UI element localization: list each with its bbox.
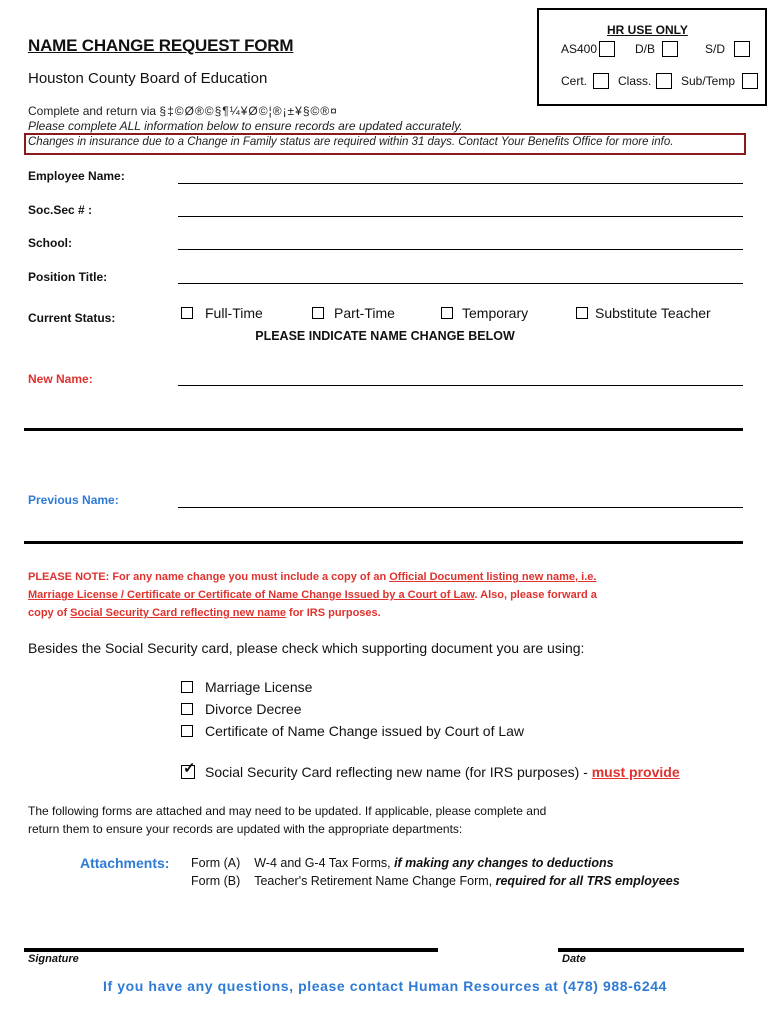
return-instruction [28, 104, 338, 118]
signature-label: Signature [28, 953, 79, 965]
hr-sd-checkbox[interactable] [734, 41, 750, 57]
date-label: Date [562, 953, 586, 965]
marriage-license-checkbox[interactable] [181, 681, 193, 693]
substitute-teacher-checkbox[interactable] [576, 307, 588, 319]
contact-footer: If you have any questions, please contact Human Resources at (478) 988-6244 [103, 978, 667, 994]
hr-db-checkbox[interactable] [662, 41, 678, 57]
form-b-code: Form (B) [191, 874, 241, 888]
temporary-label: Temporary [462, 305, 529, 321]
hr-subtemp-label: Sub/Temp [681, 74, 736, 88]
please-note-line2-text: . Also, please forward a [474, 589, 597, 601]
school-label: School: [28, 236, 72, 250]
please-note-documents: Marriage License / Certificate or Certificate of Name Change Issued by a Court of Law [28, 589, 475, 601]
please-note-line1 [28, 568, 596, 586]
please-note-ss-card: Social Security Card reflecting new name [70, 607, 286, 619]
attached-forms-note [28, 802, 546, 838]
hr-use-only-title: HR USE ONLY [607, 23, 688, 37]
please-note-line2 [28, 586, 597, 604]
full-time-checkbox[interactable] [181, 307, 193, 319]
date-line[interactable] [558, 948, 744, 952]
please-note-official-doc: Official Document listing new name, i.e. [389, 571, 597, 583]
previous-name-label: Previous Name: [28, 493, 119, 507]
insurance-note: Changes in insurance due to a Change in Family status are required within 31 days. Contact Your Benefits Office for more info. [28, 136, 674, 148]
attached-forms-note-line1: The following forms are attached and may need to be updated. If applicable, please complete and [28, 804, 547, 818]
new-name-field[interactable] [178, 385, 743, 386]
ss-card-label [205, 764, 680, 780]
checkmark-icon: ✓ [183, 760, 196, 777]
supporting-document-prompt: Besides the Social Security card, please check which supporting document you are using: [28, 640, 585, 656]
please-note-line3-prefix: copy of [28, 607, 71, 619]
part-time-label: Part-Time [334, 305, 395, 321]
hr-cert-label: Cert. [561, 74, 588, 88]
form-a-row [191, 856, 614, 870]
employee-name-label: Employee Name: [28, 169, 125, 183]
signature-line[interactable] [24, 948, 438, 952]
please-note-line3-suffix: for IRS purposes. [285, 607, 381, 619]
form-b-emphasis: required for all TRS employees [495, 874, 680, 888]
hr-as400-checkbox[interactable] [599, 41, 615, 57]
organization-name: Houston County Board of Education [28, 70, 268, 87]
divorce-decree-label: Divorce Decree [205, 701, 302, 717]
attachments-label: Attachments: [80, 855, 170, 871]
form-title: NAME CHANGE REQUEST FORM [28, 36, 294, 55]
position-title-label: Position Title: [28, 270, 108, 284]
part-time-checkbox[interactable] [312, 307, 324, 319]
hr-class-checkbox[interactable] [656, 73, 672, 89]
form-b-row [191, 874, 680, 888]
indicate-name-change-heading: PLEASE INDICATE NAME CHANGE BELOW [255, 329, 515, 343]
hr-subtemp-checkbox[interactable] [742, 73, 758, 89]
hr-class-label: Class. [618, 74, 652, 88]
ss-card-text: Social Security Card reflecting new name (for IRS purposes) - [205, 764, 592, 780]
new-name-label: New Name: [28, 372, 93, 386]
substitute-teacher-label: Substitute Teacher [595, 305, 711, 321]
full-time-label: Full-Time [205, 305, 263, 321]
ss-card-checkbox[interactable] [181, 760, 196, 779]
hr-sd-label: S/D [705, 42, 726, 56]
previous-name-field[interactable] [178, 507, 743, 508]
form-a-code: Form (A) [191, 856, 241, 870]
current-status-label: Current Status: [28, 311, 116, 325]
must-provide-text: must provide [591, 764, 680, 780]
form-b-text: Teacher's Retirement Name Change Form, [254, 874, 496, 888]
position-title-field[interactable] [178, 283, 743, 284]
form-a-text: W-4 and G-4 Tax Forms, [254, 856, 395, 870]
school-field[interactable] [178, 249, 743, 250]
please-note-line3 [28, 604, 381, 622]
soc-sec-field[interactable] [178, 216, 743, 217]
employee-name-field[interactable] [178, 183, 743, 184]
hr-cert-checkbox[interactable] [593, 73, 609, 89]
previous-name-divider [24, 541, 743, 544]
marriage-license-label: Marriage License [205, 679, 313, 695]
attached-forms-note-line2: return them to ensure your records are updated with the appropriate departments: [28, 822, 463, 836]
temporary-checkbox[interactable] [441, 307, 453, 319]
new-name-divider [24, 428, 743, 431]
return-instruction-garbled: §‡©Ø®©§¶¼¥Ø©¦®¡±¥§©®¤ [159, 104, 338, 118]
certificate-name-change-label: Certificate of Name Change issued by Court of Law [205, 723, 525, 739]
complete-all-note: Please complete ALL information below to ensure records are updated accurately. [28, 119, 463, 133]
hr-db-label: D/B [635, 42, 656, 56]
please-note-line1-text: PLEASE NOTE: For any name change you must include a copy of an [28, 571, 390, 583]
return-instruction-prefix: Complete and return via [28, 104, 157, 118]
form-a-emphasis: if making any changes to deductions [394, 856, 614, 870]
soc-sec-label: Soc.Sec # : [28, 203, 93, 217]
hr-as400-label: AS400 [561, 42, 598, 56]
certificate-name-change-checkbox[interactable] [181, 725, 193, 737]
divorce-decree-checkbox[interactable] [181, 703, 193, 715]
